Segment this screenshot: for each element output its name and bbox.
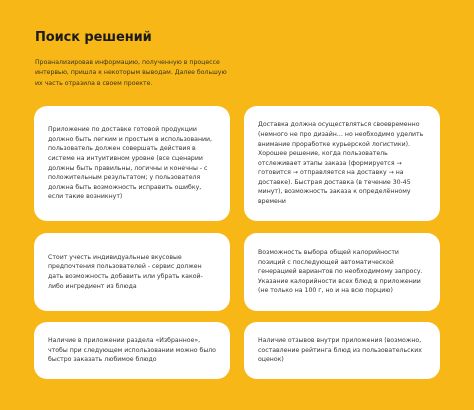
solution-card-3-text: Стоит учесть индивидуальные вкусовые предпочтения пользователей - сервис должен дать возможность добавить или убрать какой-либо ингредиент из блюда: [48, 253, 203, 290]
solution-card-6-text: Наличие отзывов внутри приложения (возможно, составление рейтинга блюд из пользовательских оценок): [258, 337, 422, 364]
intro-text: Проанализировав информацию, полученную в процессе интервью, пришла к некоторым выводам. Далее большую их часть отразила в своем проекте.: [35, 59, 227, 87]
solution-card-2-text: Доставка должна осуществляться своевременно (немного не про дизайн… но необходимо уделить внимание проработке курьерской логистики). Хорошее решение, когда пользователь отслеживает этапы заказа (формируется → готовится → отправляется на доставку → на доставке). Быстрая доставка (в течение 30-45 минут), возможность заказа к определённому времени: [258, 121, 424, 206]
solution-card-4: [244, 233, 440, 311]
solution-card-4-text: Возможность выбора общей калорийности позиций с последующей автоматической генерацией вариантов по необходимому запросу. Указание калорийности всех блюд в приложении (не только на 100 г, но и на всю порцию): [258, 249, 423, 295]
solution-card-6: [244, 322, 440, 379]
solution-card-5: [34, 322, 230, 379]
solution-card-2: [244, 106, 440, 221]
page-title: Поиск решений: [35, 30, 152, 45]
solution-card-3: [34, 233, 230, 311]
solution-card-5-text: Наличие в приложении раздела «Избранное», чтобы при следующем использовании можно было быстро заказать любимое блюдо: [48, 337, 216, 364]
solution-card-1-text: Приложение по доставке готовой продукции должно быть легким и простым в использовании, пользователь должен совершать действия в системе на интуитивном уровне (все сценарии должны быть правильны, логичны и конечны - с положительным результатом; у пользователя должна быть возможность исправить ошибку, если такие возникнут): [48, 126, 213, 201]
solution-card-1: [34, 106, 230, 221]
